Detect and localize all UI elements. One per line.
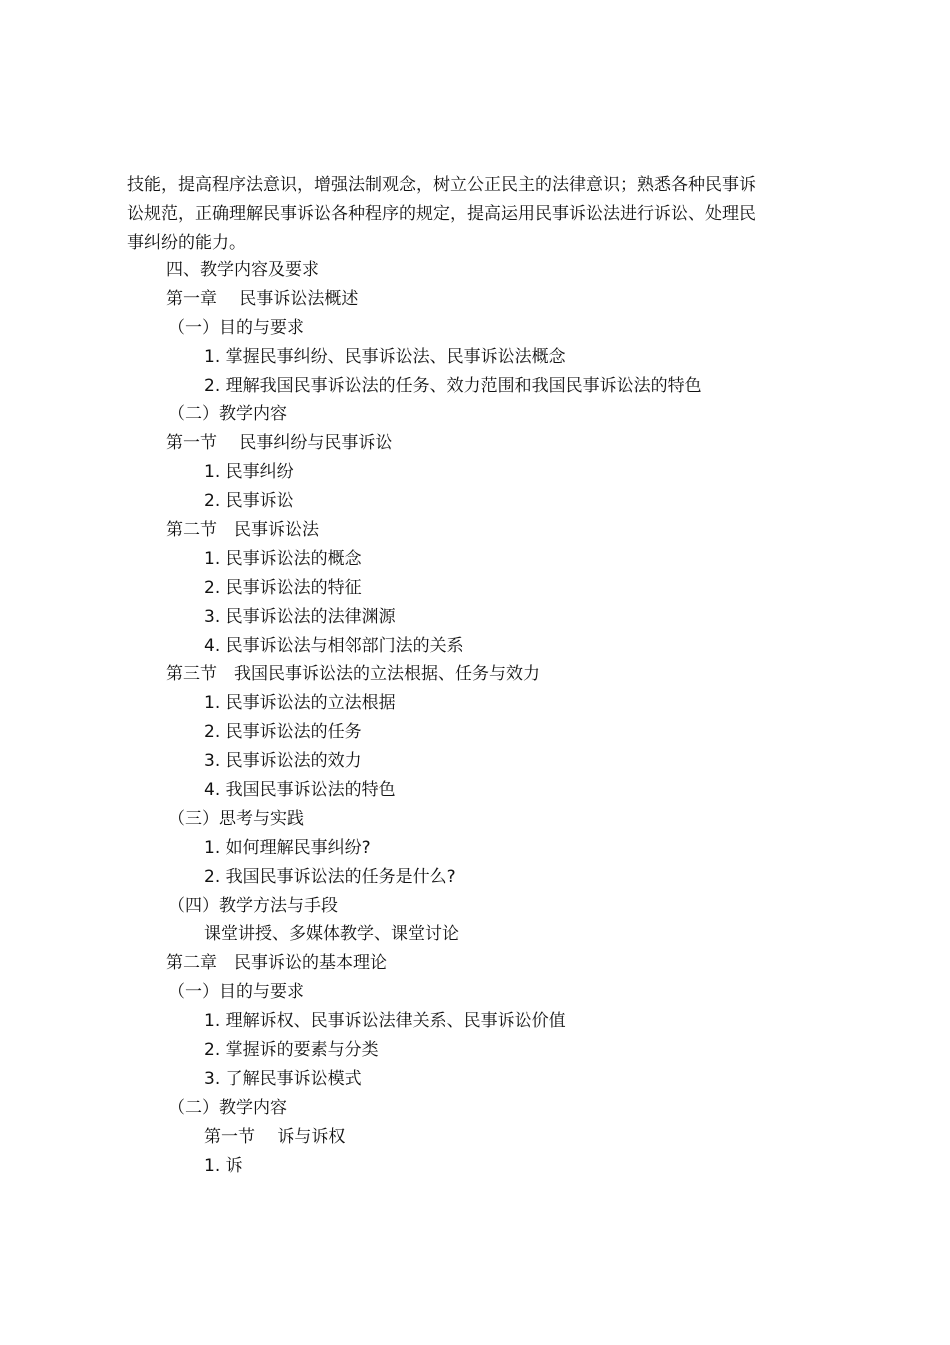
outline-subheading: （二）教学内容 <box>168 404 287 425</box>
outline-item: 1. 民事纠纷 <box>204 462 294 483</box>
outline-heading: 第一章 民事诉讼法概述 <box>166 288 359 309</box>
paragraph-line: 讼规范，正确理解民事诉讼各种程序的规定，提高运用民事诉讼法进行诉讼、处理民 <box>127 204 756 224</box>
outline-heading: 第一节 民事纠纷与民事诉讼 <box>166 433 393 454</box>
outline-item: 课堂讲授、多媒体教学、课堂讨论 <box>204 924 459 945</box>
outline-heading: 第三节 我国民事诉讼法的立法根据、任务与效力 <box>166 664 540 685</box>
outline-subheading: （一）目的与要求 <box>168 317 304 338</box>
outline-item: 1. 民事诉讼法的概念 <box>204 548 362 569</box>
outline-item: 2. 民事诉讼法的任务 <box>204 722 362 743</box>
outline-item: 第一节 诉与诉权 <box>204 1126 346 1147</box>
outline-heading: 四、教学内容及要求 <box>166 260 319 280</box>
outline-subheading: （二）教学内容 <box>168 1097 287 1118</box>
course-outline <box>0 256 950 1181</box>
paragraph-line: 技能，提高程序法意识，增强法制观念，树立公正民主的法律意识；熟悉各种民事诉 <box>127 175 756 195</box>
outline-item: 2. 我国民事诉讼法的任务是什么? <box>204 866 456 887</box>
paragraph-line: 事纠纷的能力。 <box>127 233 246 253</box>
outline-subheading: （四）教学方法与手段 <box>168 895 338 916</box>
outline-item: 4. 民事诉讼法与相邻部门法的关系 <box>204 635 464 656</box>
outline-item: 1. 民事诉讼法的立法根据 <box>204 693 396 714</box>
outline-item: 1. 诉 <box>204 1155 243 1176</box>
outline-heading: 第二章 民事诉讼的基本理论 <box>166 953 387 974</box>
outline-item: 1. 如何理解民事纠纷? <box>204 837 371 858</box>
outline-item: 2. 民事诉讼 <box>204 491 294 512</box>
outline-subheading: （三）思考与实践 <box>168 808 304 829</box>
outline-item: 4. 我国民事诉讼法的特色 <box>204 780 396 801</box>
outline-heading: 第二节 民事诉讼法 <box>166 520 319 541</box>
intro-paragraph <box>127 171 795 258</box>
outline-subheading: （一）目的与要求 <box>168 982 304 1003</box>
outline-item: 2. 民事诉讼法的特征 <box>204 577 362 598</box>
outline-item: 3. 了解民事诉讼模式 <box>204 1068 362 1089</box>
outline-item: 2. 掌握诉的要素与分类 <box>204 1040 379 1061</box>
outline-item: 1. 理解诉权、民事诉讼法律关系、民事诉讼价值 <box>204 1011 566 1032</box>
outline-item: 3. 民事诉讼法的法律渊源 <box>204 606 396 627</box>
outline-item: 3. 民事诉讼法的效力 <box>204 751 362 772</box>
outline-item: 2. 理解我国民事诉讼法的任务、效力范围和我国民事诉讼法的特色 <box>204 375 702 396</box>
outline-item: 1. 掌握民事纠纷、民事诉讼法、民事诉讼法概念 <box>204 346 566 367</box>
